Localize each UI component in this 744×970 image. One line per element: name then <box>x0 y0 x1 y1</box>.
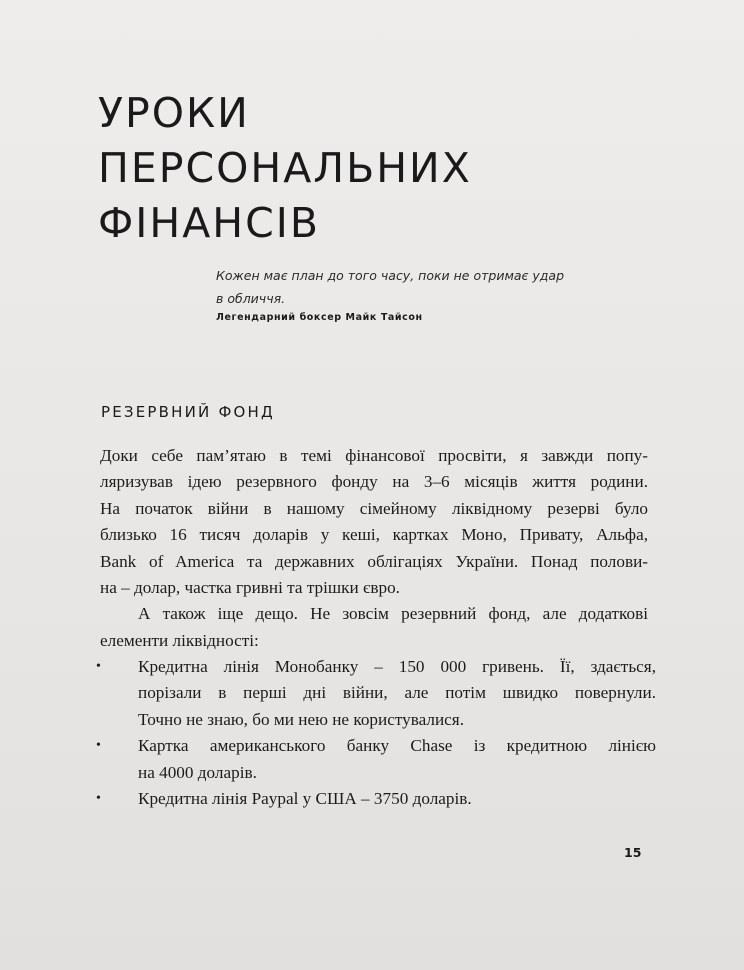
chapter-title-line: ФІНАНСІВ <box>98 199 320 247</box>
chapter-title-line: УРОКИ <box>98 89 250 137</box>
list-item <box>96 786 656 812</box>
bullet-list <box>96 654 656 812</box>
epigraph-text <box>216 264 636 310</box>
text-line: порізали в перші дні війни, але потім швидко повернули. <box>138 683 656 703</box>
text-line: Кредитна лінія Монобанку – 150 000 гривень. Її, здається, <box>138 657 656 676</box>
body-text <box>100 443 648 654</box>
text-line: Картка американського банку Chase із кредитною лінією <box>138 736 656 756</box>
paragraph <box>100 443 648 601</box>
epigraph-line: Кожен має план до того часу, поки не отримає удар <box>216 268 565 283</box>
bullet-icon: • <box>96 791 101 807</box>
text-line: Bank of America та державних облігаціях України. Понад полови- <box>100 551 648 571</box>
section-heading: РЕЗЕРВНИЙ ФОНД <box>101 403 275 421</box>
paragraph <box>100 601 648 654</box>
text-line: елементи ліквідності: <box>100 630 259 650</box>
chapter-title <box>98 86 472 251</box>
text-line: ляризував ідею резервного фонду на 3–6 місяців життя родини. <box>100 472 648 492</box>
list-item <box>96 733 656 786</box>
list-item <box>96 654 656 733</box>
epigraph <box>216 264 636 310</box>
text-line: А також іще дещо. Не зовсім резервний фонд, але додаткові <box>138 604 648 624</box>
text-line: близько 16 тисяч доларів у кеші, картках Моно, Привату, Альфа, <box>100 525 648 545</box>
page-number: 15 <box>624 845 642 860</box>
text-line: Точно не знаю, бо ми нею не користувалися. <box>138 709 464 729</box>
text-line: на 4000 доларів. <box>138 762 257 782</box>
text-line: на – долар, частка гривні та трішки євро. <box>100 578 400 598</box>
epigraph-line: в обличчя. <box>216 291 286 306</box>
text-line: На початок війни в нашому сімейному ліквідному резерві було <box>100 498 648 518</box>
text-line: Кредитна лінія Paypal у США – 3750 доларів. <box>138 789 472 809</box>
bullet-icon: • <box>96 659 101 674</box>
text-line: Доки себе пам’ятаю в темі фінансової просвіти, я завжди попу- <box>100 446 648 465</box>
chapter-title-line: ПЕРСОНАЛЬНИХ <box>98 144 472 192</box>
bullet-icon: • <box>96 738 101 754</box>
epigraph-author: Легендарний боксер Майк Тайсон <box>216 312 423 323</box>
